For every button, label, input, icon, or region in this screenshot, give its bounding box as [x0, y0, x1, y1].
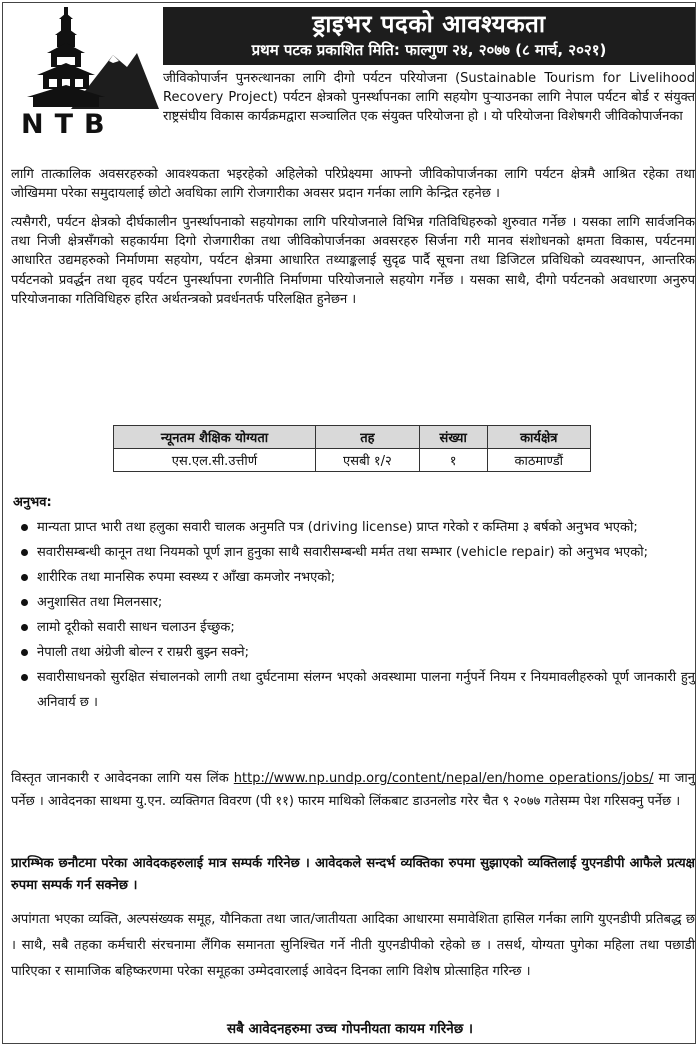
application-info: [11, 768, 695, 813]
list-item: [11, 665, 695, 715]
logo-text: NTB: [21, 109, 116, 140]
list-item: [11, 515, 695, 540]
intro-paragraph-part-a: जीविकोपार्जन पुनरुत्थानका लागि दीगो पर्यटन परियोजना (Sustainable Tourism for Livelihood Recovery Project) पर्यटन क्षेत्रको पुनर्स्थापनका लागि सहयोग पुऱ्याउनका लागि नेपाल पर्यटन बोर्ड र संयुक्त राष्ट्रसंघीय विकास कार्यक्रमद्वारा सञ्चालित एक संयुक्त परियोजना हो । यो परियोजना विशेषगरी जीविकोपार्जनका: [163, 71, 695, 125]
list-item-text: नेपाली तथा अंग्रेजी बोल्न र राम्ररी बुझ्न सक्ने;: [37, 645, 250, 660]
bullet-icon: [21, 549, 28, 556]
table-cell: एस.एल.सी.उत्तीर्ण: [114, 449, 316, 472]
bullet-icon: [21, 649, 28, 656]
header-banner: [163, 7, 695, 65]
list-item: [11, 540, 695, 565]
list-item: [11, 640, 695, 665]
inclusion-paragraph: अपांगता भएका व्यक्ति, अल्पसंख्यक समूह, यौनिकता तथा जात/जातीयता आदिका आधारमा समावेशिता हासिल गर्नका लागि युएनडीपी प्रतिबद्ध छ । साथै, सबै तहका कर्मचारी संरचनामा लैंगिक समानता सुनिश्चित गर्ने नीती युएनडीपीको रहेको छ । तसर्थ, योग्यता पुगेका महिला तथा पछाडी पारिएका र सामाजिक बहिष्करणमा परेका समूहका उम्मेदवारलाई आवेदन दिनका लागि विशेष प्रोत्साहित गरिन्छ ।: [11, 912, 695, 979]
position-table: [113, 425, 591, 472]
list-item-text: सवारीसाधनको सुरक्षित संचालनको लागी तथा दुर्घटनामा संलग्न भएको अवस्थामा पालना गर्नुपर्ने नियम र नियमावलीहरुको पूर्ण जानकारी हुनु अनिवार्य छ ।: [37, 670, 695, 710]
list-item-text: लामो दूरीको सवारी साधन चलाउन ईच्छुक;: [37, 620, 235, 635]
experience-list: [11, 515, 695, 715]
table-row: [114, 449, 591, 472]
intro-paragraph-part-b: लागि तात्कालिक अवसरहरुको आवश्यकता भइरहेको अहिलेको परिप्रेक्ष्यमा आफ्नो जीविकोपार्जनका लागि पर्यटन क्षेत्रमै आश्रित रहेका तथा जोखिममा परेका समुदायलाई छोटो अवधिका लागि रोजगारीका अवसर प्रदान गर्नका लागि केन्द्रित रहनेछ ।: [11, 167, 695, 202]
bullet-icon: [21, 574, 28, 581]
table-header: संख्या: [419, 426, 487, 449]
bullet-icon: [21, 599, 28, 606]
table-header-row: [114, 426, 591, 449]
page-title: ड्राइभर पदको आवश्यकता: [312, 10, 546, 38]
table-header: कार्यक्षेत्र: [487, 426, 590, 449]
experience-heading: अनुभव:: [13, 495, 52, 510]
job-notice: [2, 2, 696, 1044]
list-item-text: अनुशासित तथा मिलनसार;: [37, 595, 163, 610]
shortlist-note: प्रारम्भिक छनौटमा परेका आवेदकहरुलाई मात्र सम्पर्क गरिनेछ । आवेदकले सन्दर्भ व्यक्तिका रुपमा सुझाएको व्यक्तिलाई युएनडीपी आफैले प्रत्यक्ष रुपमा सम्पर्क गर्न सक्नेछ ।: [11, 856, 695, 893]
table-cell: १: [419, 449, 487, 472]
list-item-text: सवारीसम्बन्धी कानून तथा नियमको पूर्ण ज्ञान हुनुका साथै सवारीसम्बन्धी मर्मत तथा सम्भार (vehicle repair) को अनुभव भएको;: [37, 545, 648, 560]
list-item: [11, 615, 695, 640]
table-cell: काठमाण्डौं: [487, 449, 590, 472]
undp-jobs-link[interactable]: http://www.np.undp.org/content/nepal/en/home operations/jobs/: [233, 771, 654, 786]
bullet-icon: [21, 524, 28, 531]
confidentiality-note: सबै आवेदनहरुमा उच्च गोपनीयता कायम गरिनेछ ।: [226, 1021, 474, 1037]
list-item-text: मान्यता प्राप्त भारी तथा हलुका सवारी चालक अनुमति पत्र (driving license) प्राप्त गरेको र कम्तिमा ३ बर्षको अनुभव भएको;: [37, 520, 638, 535]
application-text-before: विस्तृत जानकारी र आवेदनका लागि यस लिंक: [11, 771, 234, 786]
table-cell: एसबी १/२: [315, 449, 419, 472]
pagoda-mountain-icon: [9, 5, 159, 109]
list-item-text: शारीरिक तथा मानसिक रुपमा स्वस्थ्य र आँखा कमजोर नभएको;: [37, 570, 336, 585]
list-item: [11, 590, 695, 615]
ntb-logo: [9, 5, 159, 141]
activities-paragraph: त्यसैगरी, पर्यटन क्षेत्रको दीर्घकालीन पुनर्स्थापनाको सहयोगका लागि परियोजनाले विभिन्न गतिविधिहरुको शुरुवात गर्नेछ । यसका लागि सार्वजनिक तथा निजी क्षेत्रसँगको सहकार्यमा दिगो रोजगारीका तथा जीविकोपार्जनका अवसरहरु सिर्जना गरी मानव संशोधनको क्षमता विकास, पर्यटनमा आधारित उद्यमहरुको निर्माणमा सहयोग, पर्यटन क्षेत्रमा आधारित तथ्याङ्कलाई सुदृढ पार्दै सूचना तथा डिजिटल प्रविधिको व्यवस्थापन, आन्तरिक पर्यटनको प्रवर्द्धन तथा वृहद पर्यटन पुनर्स्थापना रणनीति निर्माणमा परियोजनाले सहयोग गर्नेछ । यसका साथै, दीगो पर्यटनको अवधारणा अनुरुप परियोजनाका गतिविधिहरु हरित अर्थतन्त्रको प्रवर्धनतर्फ परिलक्षित हुनेछन ।: [11, 215, 695, 307]
table-header: न्यूनतम शैक्षिक योग्यता: [114, 426, 316, 449]
list-item: [11, 565, 695, 590]
bullet-icon: [21, 674, 28, 681]
bullet-icon: [21, 624, 28, 631]
table-header: तह: [315, 426, 419, 449]
published-date: प्रथम पटक प्रकाशित मिति: फाल्गुण २४, २०७७ (८ मार्च, २०२१): [251, 41, 607, 59]
application-text-after: मा जानु पर्नेछ । आवेदनका साथमा यु.एन. व्यक्तिगत विवरण (पी ११) फारम माथिको लिंकबाट डाउनलोड गरेर चैत ९ २०७७ गतेसम्म पेश गरिसक्नु पर्नेछ ।: [11, 771, 696, 809]
